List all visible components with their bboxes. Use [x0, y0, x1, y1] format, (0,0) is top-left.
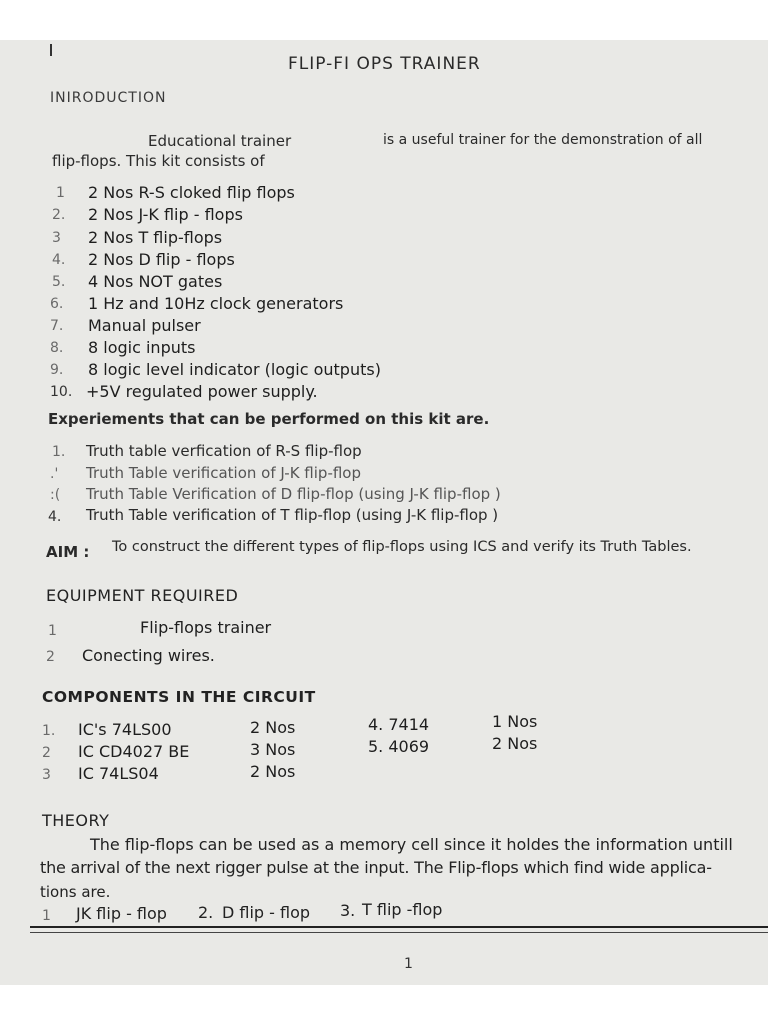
flip-flop-type-number: 1	[42, 908, 51, 924]
page-edge-mark	[50, 44, 52, 56]
aim-text: To construct the different types of flip-flops using ICS and verify its Truth Tables.	[112, 539, 692, 555]
page-number: 1	[404, 956, 413, 972]
component-ic: IC's 74LS00	[78, 720, 172, 739]
kit-item-number: 2.	[52, 207, 66, 223]
kit-item: 8 logic level indicator (logic outputs)	[88, 360, 381, 379]
component-qty-2: 1 Nos	[492, 712, 538, 731]
flip-flop-type-number: 2.	[198, 903, 214, 922]
experiment-number: 4.	[48, 509, 62, 525]
component-ic: IC 74LS04	[78, 764, 159, 783]
kit-item: 1 Hz and 10Hz clock generators	[88, 294, 344, 313]
kit-item: 2 Nos D flip - flops	[88, 250, 235, 269]
equipment-number: 1	[48, 623, 57, 639]
component-ic-2: 5. 4069	[368, 737, 430, 756]
kit-item-number: 1	[56, 185, 65, 201]
intro-line-1b: is a useful trainer for the demonstration of all	[383, 132, 703, 148]
component-ic-2: 4. 7414	[368, 715, 430, 734]
experiment-number: .'	[50, 466, 59, 482]
component-qty: 3 Nos	[250, 740, 296, 759]
experiment-item: Truth Table Verification of D flip-flop (using J-K flip-flop )	[86, 485, 501, 503]
equipment-heading: EQUIPMENT REQUIRED	[46, 586, 239, 605]
kit-item-number: 8.	[50, 340, 64, 356]
kit-item: 4 Nos NOT gates	[88, 272, 223, 291]
kit-item-number: 5.	[52, 274, 66, 290]
experiment-number: :(	[50, 487, 61, 503]
component-number: 2	[42, 745, 51, 761]
component-qty-2: 2 Nos	[492, 734, 538, 753]
theory-heading: THEORY	[42, 811, 110, 830]
theory-line-3: tions are.	[40, 883, 111, 901]
kit-item: 2 Nos T flip-flops	[88, 228, 223, 247]
flip-flop-type: JK flip - flop	[76, 904, 167, 923]
footer-rule-thin	[30, 932, 768, 933]
flip-flop-type-number: 3.	[340, 901, 356, 920]
equipment-item: Conecting wires.	[82, 646, 215, 665]
footer-rule-thick	[30, 926, 768, 928]
kit-item-number: 9.	[50, 362, 64, 378]
kit-item-number: 6.	[50, 296, 64, 312]
introduction-heading: INIRODUCTION	[50, 90, 167, 106]
component-qty: 2 Nos	[250, 718, 296, 737]
kit-item-number: 3	[52, 230, 61, 246]
components-heading: COMPONENTS IN THE CIRCUIT	[42, 688, 316, 706]
intro-line-1a: Educational trainer	[148, 132, 292, 150]
kit-item: 2 Nos R-S cloked flip flops	[88, 183, 295, 202]
flip-flop-type: T flip -flop	[362, 900, 443, 919]
theory-line-1: The flip-flops can be used as a memory cell since it holdes the information untill	[90, 835, 733, 854]
kit-item: +5V regulated power supply.	[86, 382, 318, 401]
equipment-number: 2	[46, 649, 55, 665]
kit-item-number: 4.	[52, 252, 66, 268]
experiment-item: Truth Table verification of J-K flip-flop	[86, 464, 362, 482]
equipment-item: Flip-flops trainer	[140, 618, 272, 637]
intro-line-2: flip-flops. This kit consists of	[52, 152, 265, 170]
experiment-item: Truth Table verification of T flip-flop (using J-K flip-flop )	[86, 506, 499, 524]
kit-item-number: 10.	[50, 384, 73, 400]
flip-flop-type: D flip - flop	[222, 903, 311, 922]
component-number: 3	[42, 767, 51, 783]
aim-label: AIM :	[46, 543, 90, 561]
page-title: FLIP-FI OPS TRAINER	[288, 54, 481, 74]
theory-line-2: the arrival of the next rigger pulse at the input. The Flip-flops which find wide applica-	[40, 858, 712, 877]
component-ic: IC CD4027 BE	[78, 742, 190, 761]
component-number: 1.	[42, 723, 56, 739]
document-page	[0, 40, 768, 985]
kit-item: Manual pulser	[88, 316, 201, 335]
experiments-heading: Experiements that can be performed on this kit are.	[48, 410, 490, 428]
experiment-item: Truth table verfication of R-S flip-flop	[86, 442, 362, 460]
kit-item: 2 Nos J-K flip - flops	[88, 205, 243, 224]
kit-item-number: 7.	[50, 318, 64, 334]
experiment-number: 1.	[52, 444, 66, 460]
component-qty: 2 Nos	[250, 762, 296, 781]
kit-item: 8 logic inputs	[88, 338, 196, 357]
